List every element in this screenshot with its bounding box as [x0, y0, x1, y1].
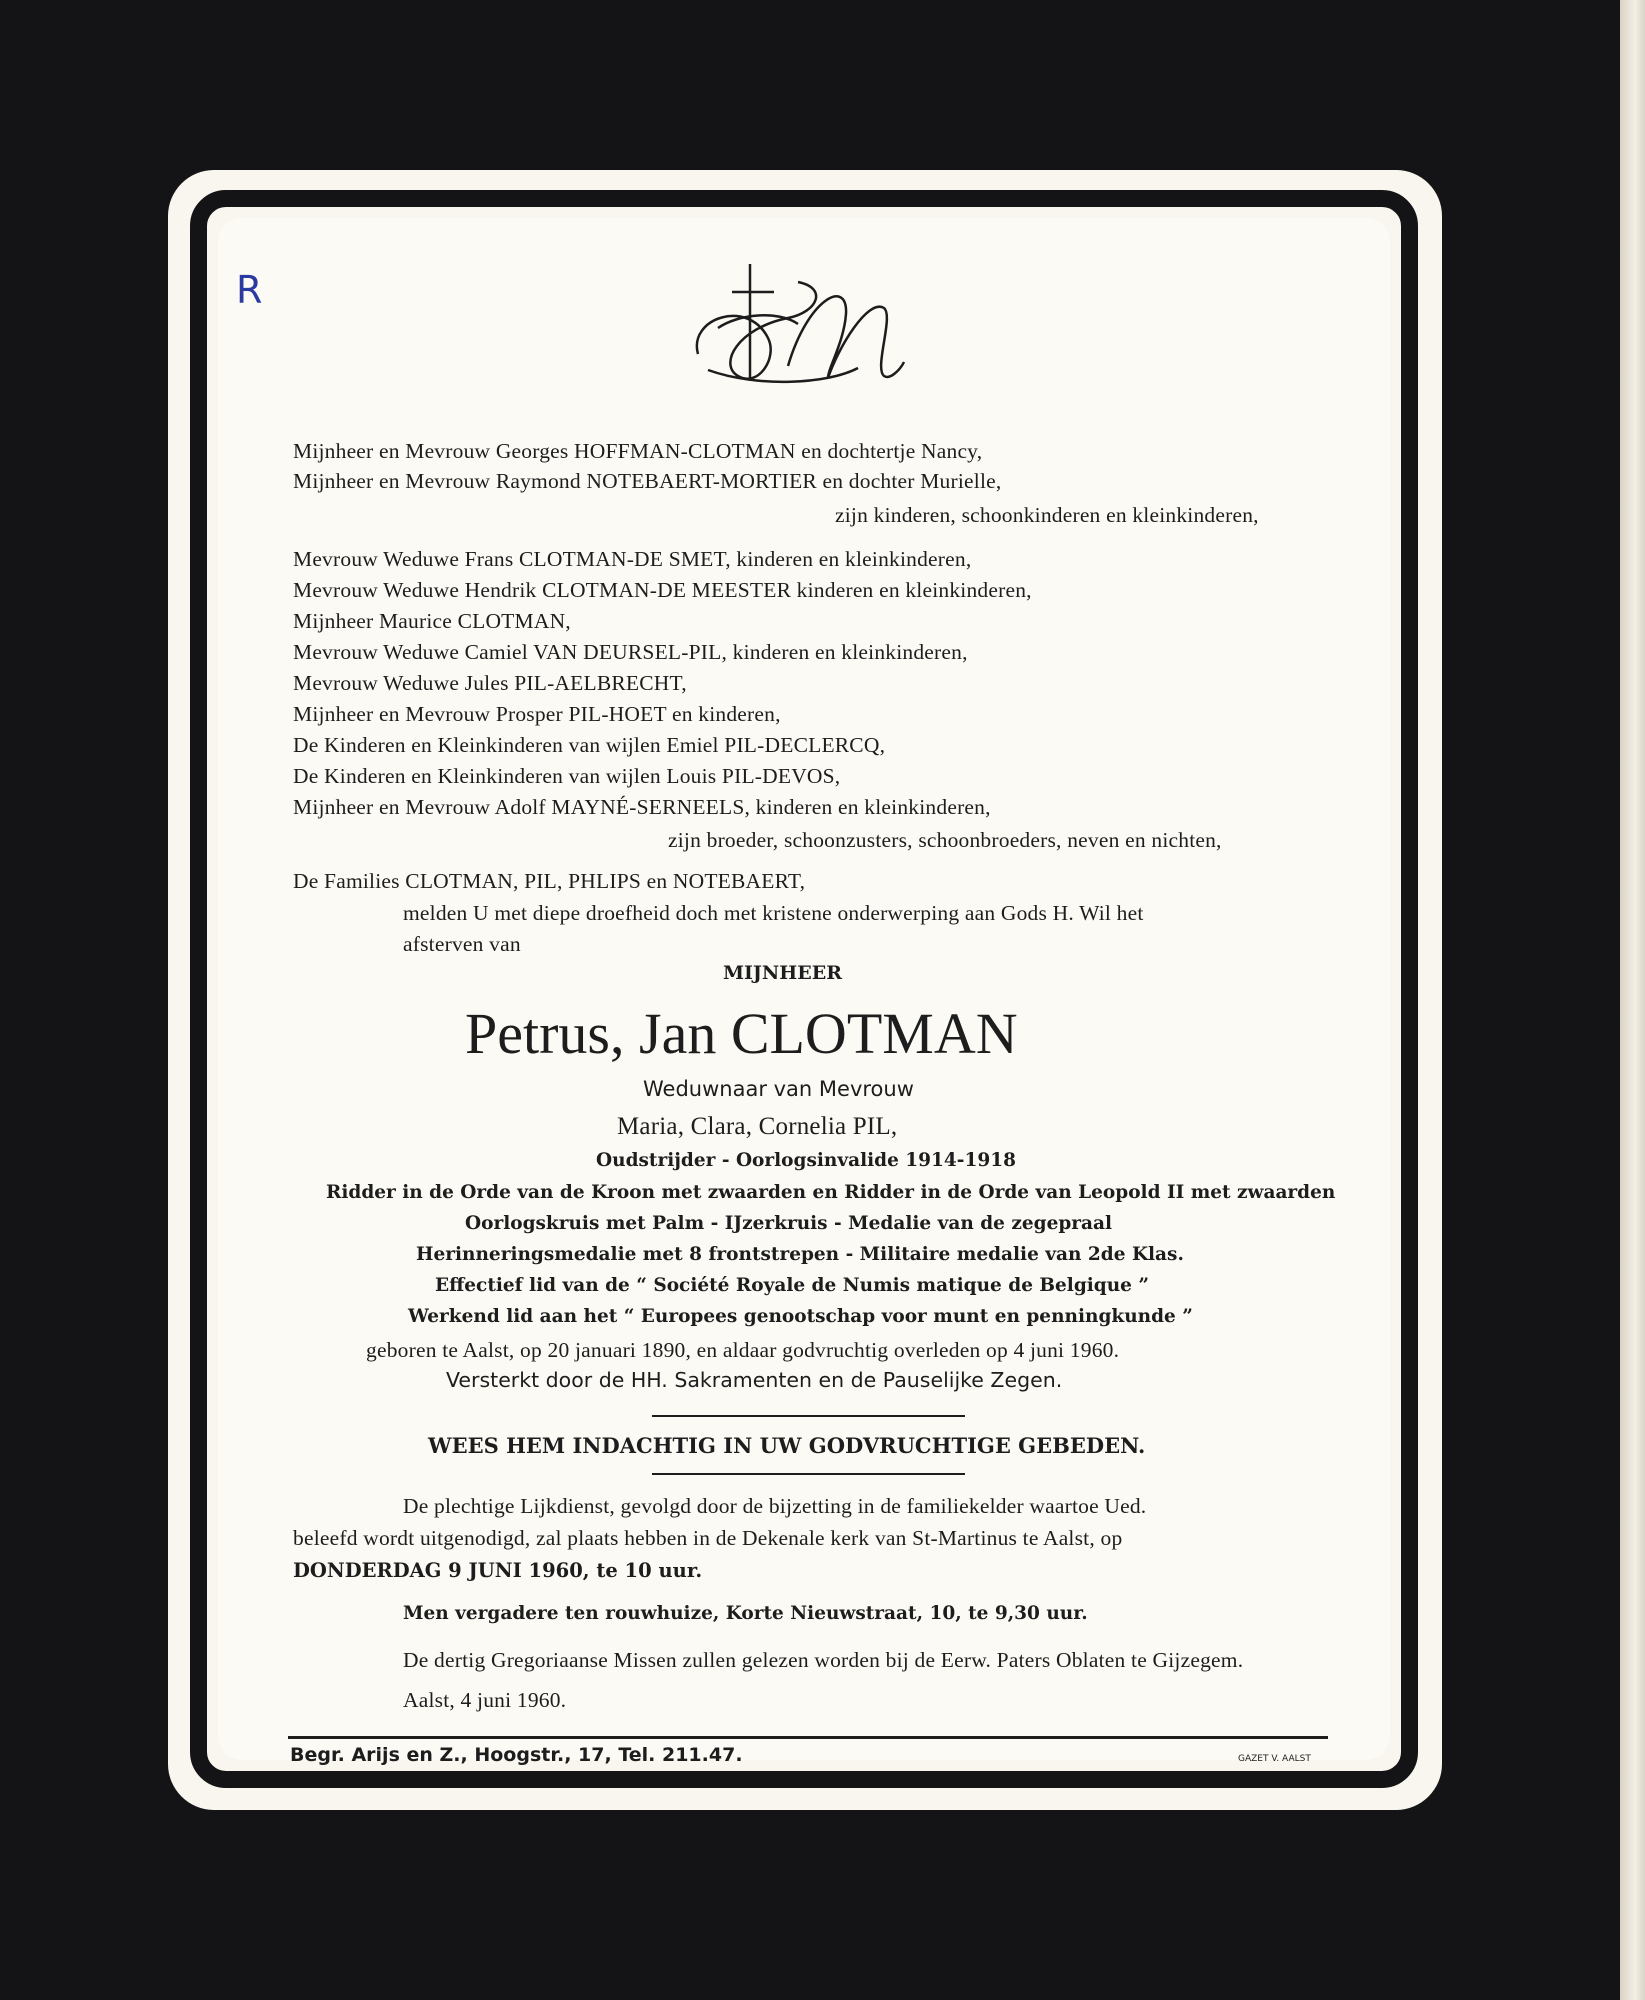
widower-line: Weduwnaar van Mevrouw: [643, 1077, 914, 1101]
cross-monogram-icon: [678, 258, 908, 398]
family-line: De Kinderen en Kleinkinderen van wijlen Emiel PIL-DECLERCQ,: [293, 733, 886, 757]
birth-death-line: geboren te Aalst, op 20 januari 1890, en aldaar godvruchtig overleden op 4 juni 1960.: [366, 1338, 1120, 1362]
honorific: MIJNHEER: [723, 962, 842, 984]
gathering-line: Men vergadere ten rouwhuize, Korte Nieuwstraat, 10, te 9,30 uur.: [403, 1603, 1088, 1624]
family-line: Mevrouw Weduwe Camiel VAN DEURSEL-PIL, kinderen en kleinkinderen,: [293, 640, 968, 664]
separator-top: [652, 1415, 965, 1417]
family-line: Mijnheer en Mevrouw Prosper PIL-HOET en kinderen,: [293, 702, 781, 726]
honor-line: Ridder in de Orde van de Kroon met zwaarden en Ridder in de Orde van Leopold II met zwaarden: [326, 1182, 1336, 1203]
family-line: De Families CLOTMAN, PIL, PHLIPS en NOTEBAERT,: [293, 869, 806, 893]
family-relation: zijn kinderen, schoonkinderen en kleinkinderen,: [835, 503, 1259, 527]
separator-bottom: [652, 1473, 965, 1475]
family-line: De Kinderen en Kleinkinderen van wijlen Louis PIL-DEVOS,: [293, 764, 841, 788]
paper-edge: [1620, 0, 1645, 2000]
printer-credit: Begr. Arijs en Z., Hoogstr., 17, Tel. 211.47.: [290, 1744, 743, 1766]
service-line: De plechtige Lijkdienst, gevolgd door de bijzetting in de familiekelder waartoe Ued.: [403, 1494, 1147, 1518]
family-line: Mevrouw Weduwe Frans CLOTMAN-DE SMET, kinderen en kleinkinderen,: [293, 547, 972, 571]
footer-rule: [288, 1736, 1328, 1739]
announcement-line: afsterven van: [403, 932, 521, 956]
place-date: Aalst, 4 juni 1960.: [403, 1688, 567, 1712]
pen-mark: R: [236, 268, 263, 312]
family-line: Mevrouw Weduwe Hendrik CLOTMAN-DE MEESTER kinderen en kleinkinderen,: [293, 578, 1032, 602]
announcement-line: melden U met diepe droefheid doch met kristene onderwerping aan Gods H. Wil het: [403, 901, 1144, 925]
honor-line: Herinneringsmedalie met 8 frontstrepen - Militaire medalie van 2de Klas.: [416, 1244, 1184, 1265]
deceased-name: Petrus, Jan CLOTMAN: [465, 1001, 1018, 1066]
family-line: Mijnheer en Mevrouw Adolf MAYNÉ-SERNEELS, kinderen en kleinkinderen,: [293, 795, 991, 819]
spouse-name: Maria, Clara, Cornelia PIL,: [617, 1113, 898, 1140]
service-date: DONDERDAG 9 JUNI 1960, te 10 uur.: [293, 1559, 703, 1582]
family-line: Mijnheer en Mevrouw Raymond NOTEBAERT-MORTIER en dochter Murielle,: [293, 469, 1002, 493]
service-line: beleefd wordt uitgenodigd, zal plaats hebben in de Dekenale kerk van St-Martinus te Aalst, op: [293, 1526, 1123, 1550]
family-line: Mevrouw Weduwe Jules PIL-AELBRECHT,: [293, 671, 687, 695]
printer-mark: GAZET V. AALST: [1238, 1754, 1311, 1764]
honor-line: Werkend lid aan het “ Europees genootschap voor munt en penningkunde ”: [408, 1306, 1193, 1327]
sacraments-line: Versterkt door de HH. Sakramenten en de Pauselijke Zegen.: [446, 1368, 1063, 1392]
honor-line: Oudstrijder - Oorlogsinvalide 1914-1918: [596, 1150, 1016, 1171]
honor-line: Oorlogskruis met Palm - IJzerkruis - Medalie van de zegepraal: [465, 1213, 1113, 1234]
family-line: Mijnheer Maurice CLOTMAN,: [293, 609, 571, 633]
family-line: Mijnheer en Mevrouw Georges HOFFMAN-CLOTMAN en dochtertje Nancy,: [293, 439, 983, 463]
prayer-request: WEES HEM INDACHTIG IN UW GODVRUCHTIGE GEBEDEN.: [428, 1433, 1146, 1458]
family-relation: zijn broeder, schoonzusters, schoonbroeders, neven en nichten,: [668, 828, 1222, 852]
masses-line: De dertig Gregoriaanse Missen zullen gelezen worden bij de Eerw. Paters Oblaten te Gijzegem.: [403, 1648, 1244, 1672]
honor-line: Effectief lid van de “ Société Royale de Numis matique de Belgique ”: [435, 1275, 1150, 1296]
